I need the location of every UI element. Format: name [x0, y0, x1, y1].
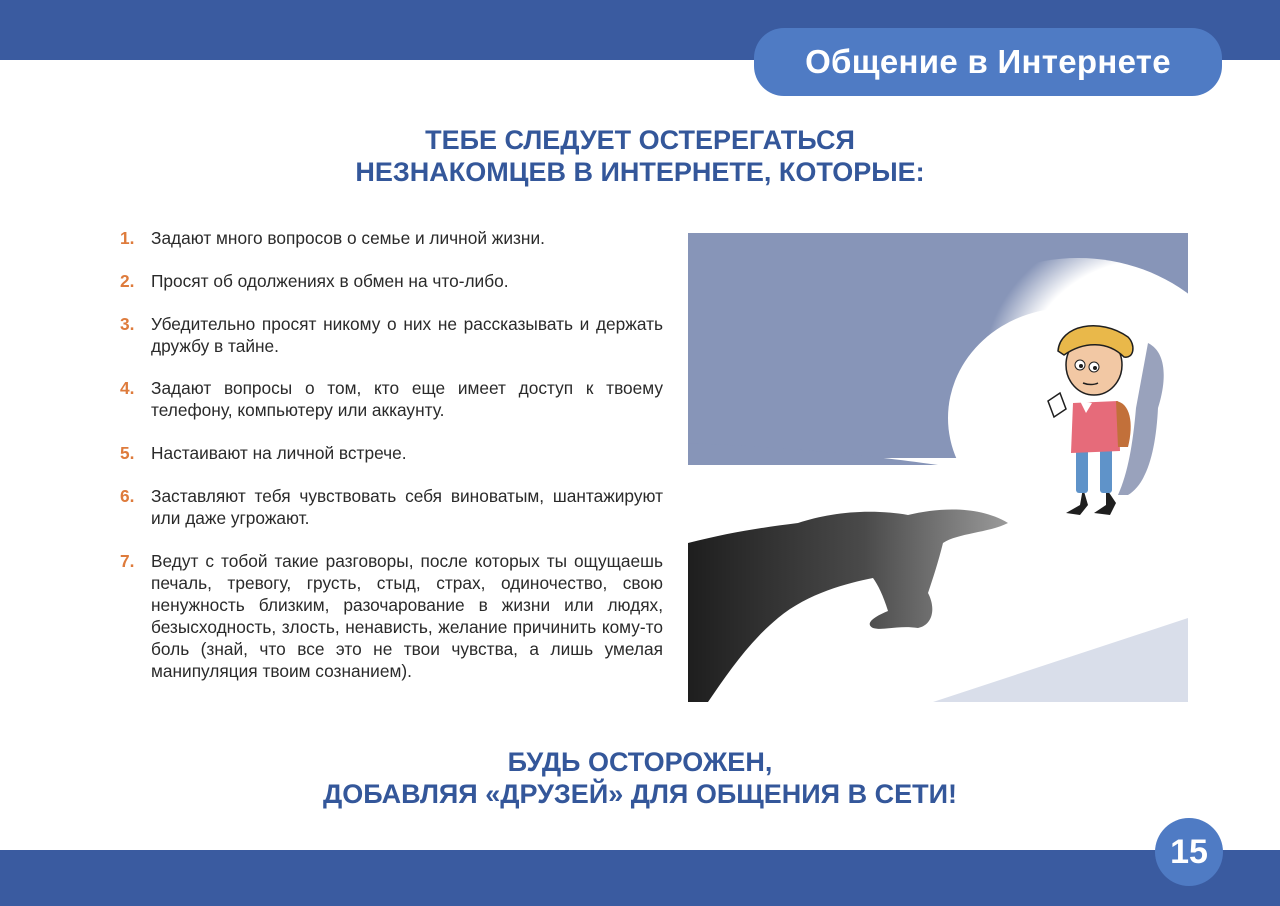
- list-item-text: Настаивают на личной встрече.: [151, 443, 407, 463]
- headline-line-1: ТЕБЕ СЛЕДУЕТ ОСТЕРЕГАТЬСЯ: [425, 125, 855, 155]
- slogan-line-2: ДОБАВЛЯЯ «ДРУЗЕЙ» ДЛЯ ОБЩЕНИЯ В СЕТИ!: [323, 779, 957, 809]
- list-item-text: Просят об одолжениях в обмен на что-либо.: [151, 271, 509, 291]
- page-number-badge: 15: [1155, 818, 1223, 886]
- section-title-badge: Общение в Интернете: [754, 28, 1222, 96]
- warning-list: [120, 227, 663, 682]
- list-item: [120, 442, 663, 464]
- footer-slogan: [240, 746, 1040, 810]
- bottom-band: [0, 850, 1280, 906]
- page-headline: [240, 124, 1040, 188]
- list-item-number: 1.: [120, 228, 135, 248]
- list-item-text: Задают много вопросов о семье и личной жизни.: [151, 228, 545, 248]
- list-item-text: Заставляют тебя чувствовать себя виноватым, шантажируют или даже угрожают.: [151, 486, 663, 528]
- list-item-number: 5.: [120, 443, 135, 463]
- list-item: [120, 227, 663, 249]
- list-item-number: 4.: [120, 378, 135, 398]
- list-item: [120, 485, 663, 529]
- list-item-number: 3.: [120, 314, 135, 334]
- slogan-line-1: БУДЬ ОСТОРОЖЕН,: [507, 747, 773, 777]
- list-item-number: 7.: [120, 551, 135, 571]
- stranger-shadow-illustration: [688, 233, 1188, 702]
- list-item-number: 6.: [120, 486, 135, 506]
- list-item-text: Ведут с тобой такие разговоры, после которых ты ощущаешь печаль, тревогу, грусть, стыд, страх, одиночество, свою ненужность близким, разочарование в жизни или людях, безысходность, злость, ненависть, желание причинить кому-то боль (знай, что все это не твои чувства, а лишь умелая манипуляция твоим сознанием).: [151, 551, 663, 681]
- list-item-text: Задают вопросы о том, кто еще имеет доступ к твоему телефону, компьютеру или аккаунту.: [151, 378, 663, 420]
- list-item: [120, 313, 663, 357]
- list-item-text: Убедительно просят никому о них не рассказывать и держать дружбу в тайне.: [151, 314, 663, 356]
- list-item: [120, 550, 663, 682]
- list-item-number: 2.: [120, 271, 135, 291]
- list-item: [120, 377, 663, 421]
- list-item: [120, 270, 663, 292]
- headline-line-2: НЕЗНАКОМЦЕВ В ИНТЕРНЕТЕ, КОТОРЫЕ:: [355, 157, 925, 187]
